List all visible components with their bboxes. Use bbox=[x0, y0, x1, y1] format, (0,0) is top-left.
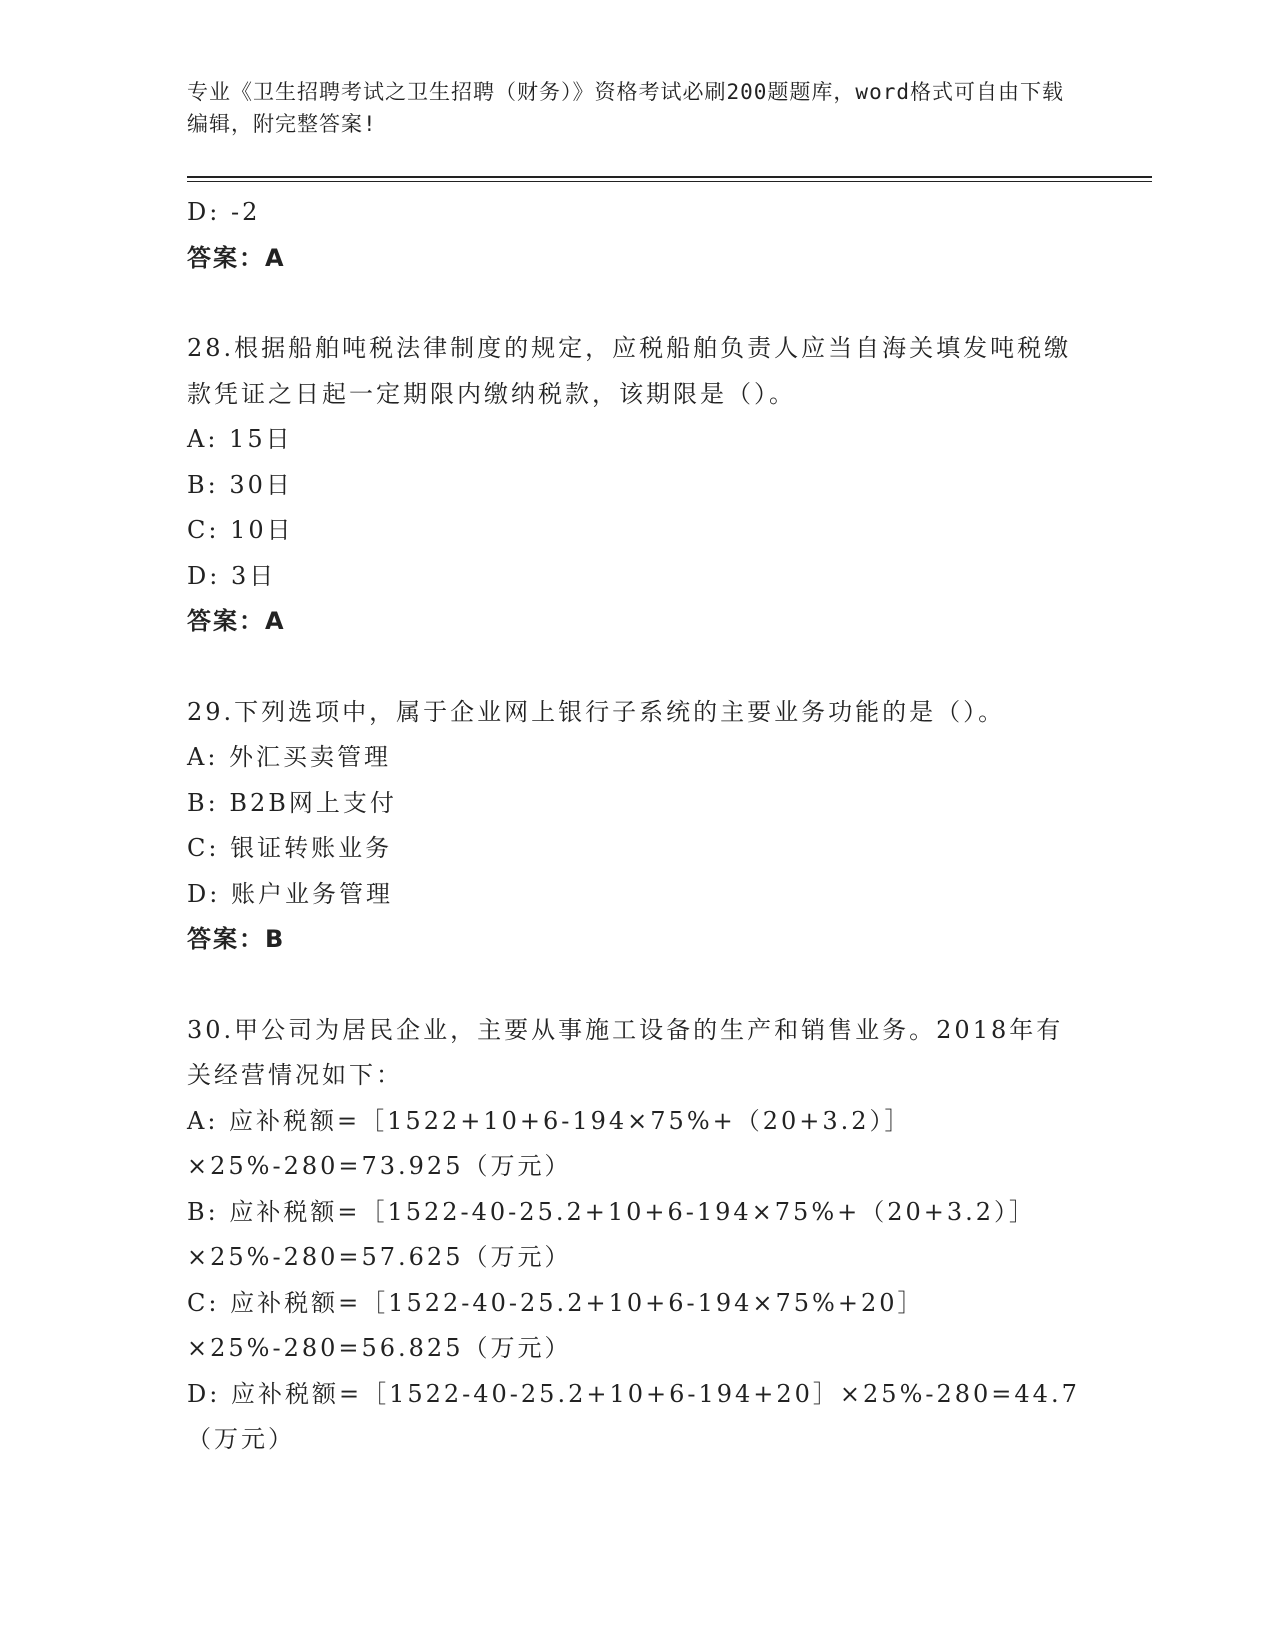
option-b: B: 30日 bbox=[187, 470, 293, 499]
spacer bbox=[187, 281, 1087, 326]
document-body bbox=[187, 190, 1087, 1463]
question-stem: 29.下列选项中，属于企业网上银行子系统的主要业务功能的是（）。 bbox=[187, 697, 1006, 726]
option-c: C: 银证转账业务 bbox=[187, 834, 393, 862]
answer-line: 答案：A bbox=[187, 243, 286, 272]
header-title: 专业《卫生招聘考试之卫生招聘（财务）》资格考试必刷200题题库，word格式可自由下载编辑，附完整答案! bbox=[187, 80, 1064, 136]
carryover-block bbox=[187, 190, 1087, 281]
answer-line: 答案：A bbox=[187, 607, 286, 635]
option-d: D: -2 bbox=[187, 198, 261, 226]
option-a: A: 15日 bbox=[187, 425, 293, 453]
option-d: D: 账户业务管理 bbox=[187, 879, 393, 908]
question-stem: 30.甲公司为居民企业，主要从事施工设备的生产和销售业务。2018年有关经营情况如下： bbox=[187, 1015, 1064, 1089]
question-stem: 28.根据船舶吨税法律制度的规定，应税船舶负责人应当自海关填发吨税缴款凭证之日起一定期限内缴纳税款，该期限是（）。 bbox=[187, 334, 1072, 408]
question-30 bbox=[187, 1008, 1087, 1463]
option-b: B: 应补税额=［1522-40-25.2+10+6-194×75%+（20+3.2）］×25%-280=57.625（万元） bbox=[187, 1197, 1037, 1271]
option-a: A: 应补税额=［1522+10+6-194×75%+（20+3.2）］×25%-280=73.925（万元） bbox=[187, 1106, 912, 1180]
question-28 bbox=[187, 326, 1087, 645]
answer-line: 答案：B bbox=[187, 925, 286, 953]
option-c: C: 10日 bbox=[187, 516, 294, 544]
option-a: A: 外汇买卖管理 bbox=[187, 743, 392, 771]
spacer bbox=[187, 963, 1087, 1008]
option-c: C: 应补税额=［1522-40-25.2+10+6-194×75%+20］×25%-280=56.825（万元） bbox=[187, 1288, 925, 1362]
option-b: B: B2B网上支付 bbox=[187, 788, 397, 817]
header-divider bbox=[187, 176, 1152, 182]
option-d: D: 3日 bbox=[187, 561, 277, 590]
option-d: D: 应补税额=［1522-40-25.2+10+6-194+20］×25%-280=44.7（万元） bbox=[187, 1379, 1080, 1453]
question-29 bbox=[187, 690, 1087, 963]
spacer bbox=[187, 645, 1087, 690]
document-header bbox=[187, 76, 1067, 140]
